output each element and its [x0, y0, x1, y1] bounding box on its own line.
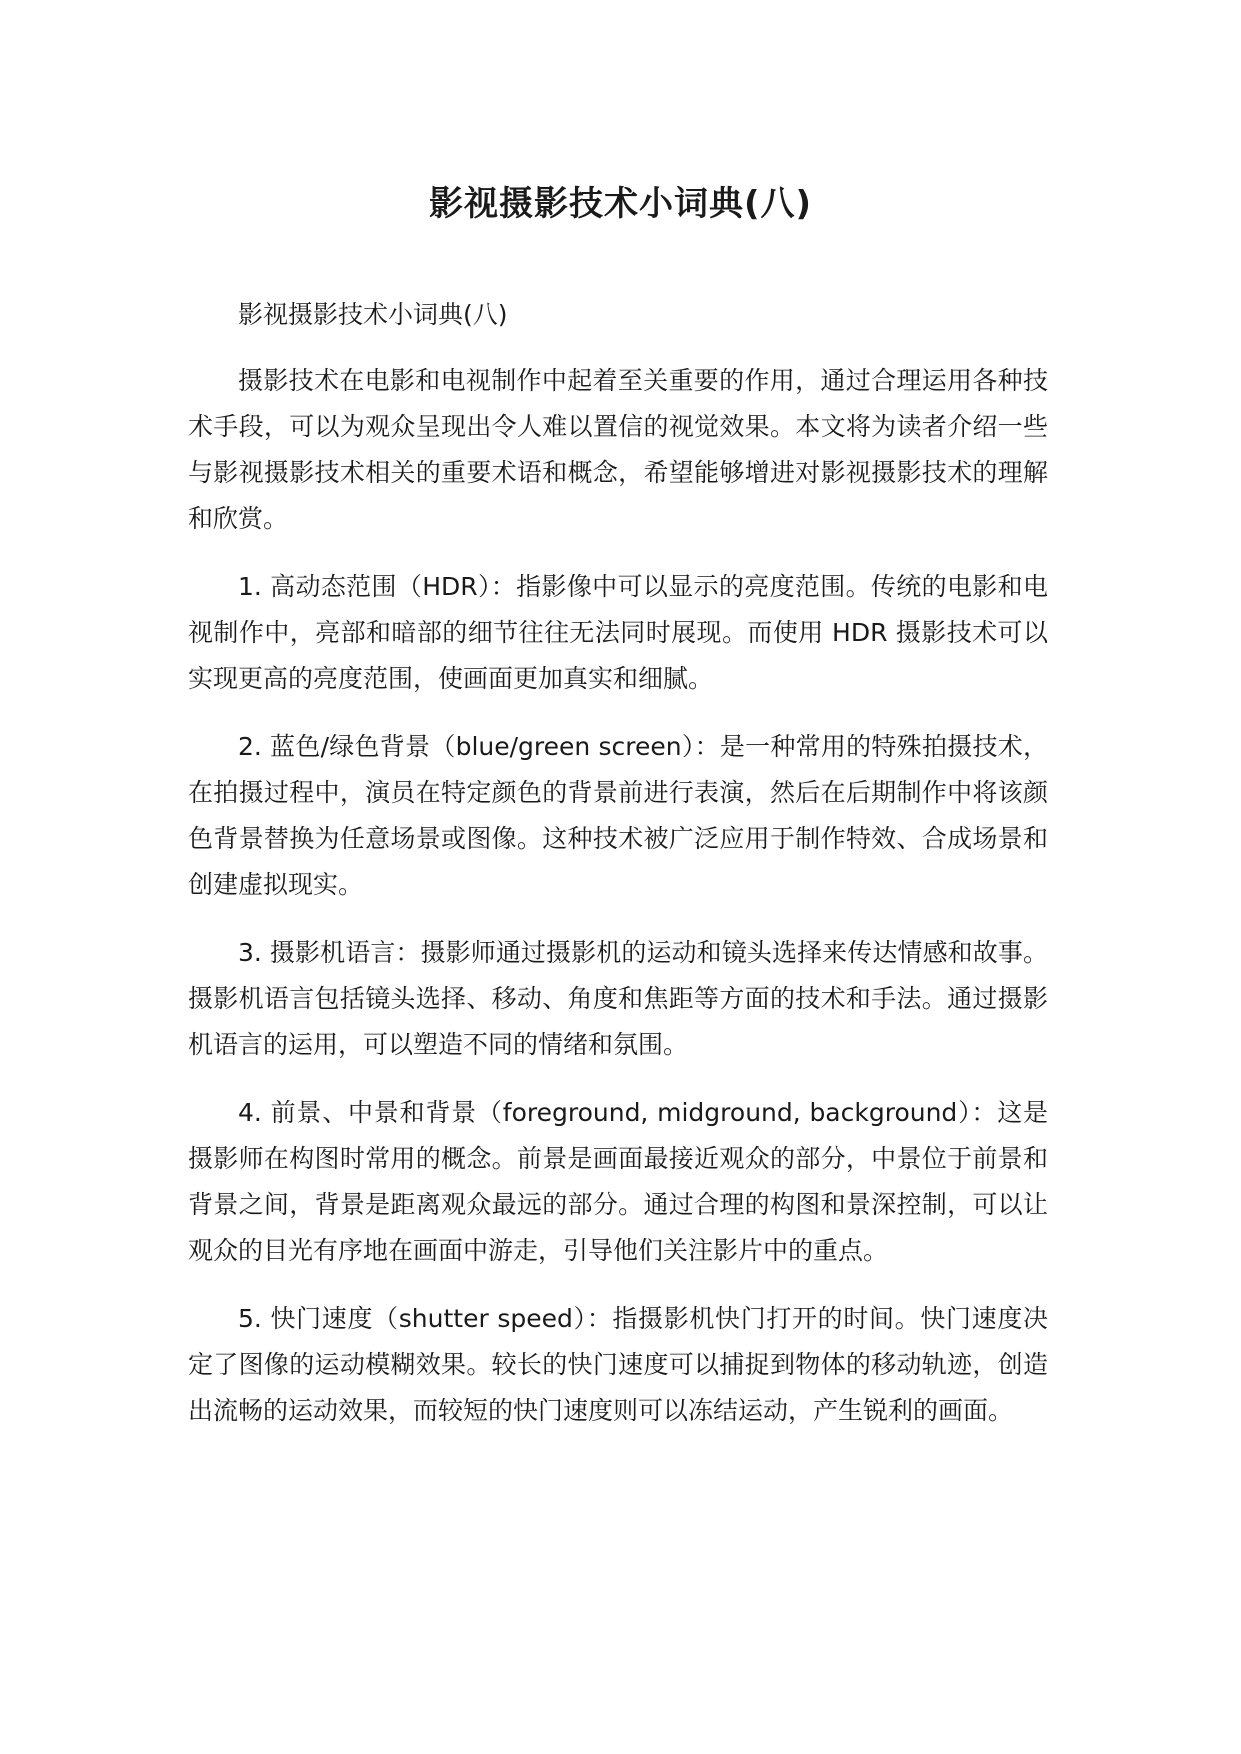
document-subtitle: 影视摄影技术小词典(八)	[238, 300, 508, 329]
term-item-camera-language: 3. 摄影机语言：摄影师通过摄影机的运动和镜头选择来传达情感和故事。摄影机语言包括镜头选择、移动、角度和焦距等方面的技术和手法。通过摄影机语言的运用，可以塑造不同的情绪和氛围。	[188, 938, 1048, 1059]
page-title: 影视摄影技术小词典(八)	[428, 184, 813, 224]
term-item-shutter-speed: 5. 快门速度（shutter speed）：指摄影机快门打开的时间。快门速度决定了图像的运动模糊效果。较长的快门速度可以捕捉到物体的移动轨迹，创造出流畅的运动效果，而较短的快门速度则可以冻结运动，产生锐利的画面。	[188, 1304, 1048, 1425]
term-item-foreground-midground-background: 4. 前景、中景和背景（foreground, midground, background）：这是摄影师在构图时常用的概念。前景是画面最接近观众的部分，中景位于前景和背景之间，背景是距离观众最远的部分。通过合理的构图和景深控制，可以让观众的目光有序地在画面中游走，引导他们关注影片中的重点。	[188, 1098, 1048, 1265]
intro-paragraph: 摄影技术在电影和电视制作中起着至关重要的作用，通过合理运用各种技术手段，可以为观众呈现出令人难以置信的视觉效果。本文将为读者介绍一些与影视摄影技术相关的重要术语和概念，希望能够增进对影视摄影技术的理解和欣赏。	[188, 366, 1048, 533]
term-item-hdr: 1. 高动态范围（HDR）：指影像中可以显示的亮度范围。传统的电影和电视制作中，亮部和暗部的细节往往无法同时展现。而使用 HDR 摄影技术可以实现更高的亮度范围，使画面更加真实和细腻。	[188, 572, 1048, 693]
term-item-blue-green-screen: 2. 蓝色/绿色背景（blue/green screen）：是一种常用的特殊拍摄技术，在拍摄过程中，演员在特定颜色的背景前进行表演，然后在后期制作中将该颜色背景替换为任意场景或图像。这种技术被广泛应用于制作特效、合成场景和创建虚拟现实。	[188, 732, 1048, 899]
document-body	[188, 292, 1048, 1456]
